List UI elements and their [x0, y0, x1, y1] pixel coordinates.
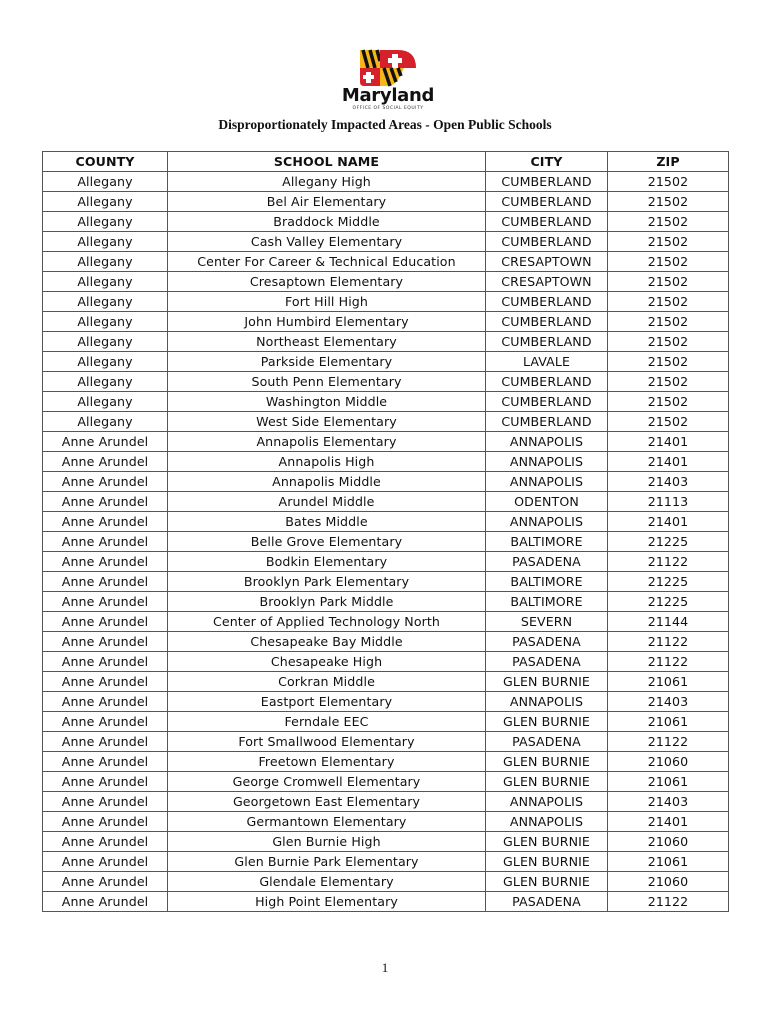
table-row [43, 712, 729, 732]
zip-cell: 21061 [608, 852, 729, 872]
school-name-cell: Fort Smallwood Elementary [168, 732, 486, 752]
table-row [43, 792, 729, 812]
county-cell: Anne Arundel [43, 492, 168, 512]
table-row [43, 172, 729, 192]
table-row [43, 672, 729, 692]
county-cell: Anne Arundel [43, 432, 168, 452]
city-cell: PASADENA [486, 732, 608, 752]
city-cell: CUMBERLAND [486, 372, 608, 392]
county-cell: Anne Arundel [43, 652, 168, 672]
school-name-cell: Freetown Elementary [168, 752, 486, 772]
city-cell: ANNAPOLIS [486, 512, 608, 532]
school-name-cell: Cresaptown Elementary [168, 272, 486, 292]
city-cell: ANNAPOLIS [486, 792, 608, 812]
zip-cell: 21403 [608, 472, 729, 492]
city-cell: PASADENA [486, 652, 608, 672]
table-row [43, 632, 729, 652]
county-cell: Allegany [43, 272, 168, 292]
table-row [43, 472, 729, 492]
county-cell: Anne Arundel [43, 632, 168, 652]
maryland-flag-logo-icon [338, 46, 438, 88]
school-name-cell: Glendale Elementary [168, 872, 486, 892]
school-name-cell: Georgetown East Elementary [168, 792, 486, 812]
zip-cell: 21502 [608, 212, 729, 232]
zip-cell: 21060 [608, 832, 729, 852]
city-cell: GLEN BURNIE [486, 752, 608, 772]
table-row [43, 592, 729, 612]
county-cell: Anne Arundel [43, 872, 168, 892]
county-cell: Anne Arundel [43, 512, 168, 532]
school-name-cell: Ferndale EEC [168, 712, 486, 732]
county-cell: Allegany [43, 232, 168, 252]
zip-cell: 21401 [608, 812, 729, 832]
county-cell: Allegany [43, 172, 168, 192]
school-name-cell: John Humbird Elementary [168, 312, 486, 332]
county-cell: Allegany [43, 252, 168, 272]
zip-cell: 21061 [608, 772, 729, 792]
city-cell: ANNAPOLIS [486, 812, 608, 832]
city-cell: PASADENA [486, 632, 608, 652]
school-name-cell: Glen Burnie High [168, 832, 486, 852]
column-header-zip: ZIP [608, 152, 729, 172]
column-header-city: CITY [486, 152, 608, 172]
zip-cell: 21502 [608, 232, 729, 252]
school-name-cell: Belle Grove Elementary [168, 532, 486, 552]
table-row [43, 272, 729, 292]
county-cell: Anne Arundel [43, 832, 168, 852]
city-cell: LAVALE [486, 352, 608, 372]
school-name-cell: Cash Valley Elementary [168, 232, 486, 252]
city-cell: GLEN BURNIE [486, 852, 608, 872]
school-name-cell: Annapolis High [168, 452, 486, 472]
city-cell: CUMBERLAND [486, 392, 608, 412]
table-row [43, 812, 729, 832]
zip-cell: 21502 [608, 252, 729, 272]
school-name-cell: Annapolis Middle [168, 472, 486, 492]
table-row [43, 192, 729, 212]
zip-cell: 21225 [608, 592, 729, 612]
zip-cell: 21401 [608, 512, 729, 532]
zip-cell: 21502 [608, 332, 729, 352]
school-name-cell: Bates Middle [168, 512, 486, 532]
school-name-cell: Washington Middle [168, 392, 486, 412]
county-cell: Anne Arundel [43, 792, 168, 812]
zip-cell: 21403 [608, 792, 729, 812]
city-cell: CUMBERLAND [486, 312, 608, 332]
school-name-cell: Parkside Elementary [168, 352, 486, 372]
zip-cell: 21113 [608, 492, 729, 512]
school-name-cell: Braddock Middle [168, 212, 486, 232]
city-cell: GLEN BURNIE [486, 872, 608, 892]
city-cell: CUMBERLAND [486, 192, 608, 212]
city-cell: CUMBERLAND [486, 232, 608, 252]
county-cell: Allegany [43, 292, 168, 312]
county-cell: Anne Arundel [43, 852, 168, 872]
school-name-cell: Center of Applied Technology North [168, 612, 486, 632]
county-cell: Anne Arundel [43, 712, 168, 732]
zip-cell: 21401 [608, 432, 729, 452]
table-row [43, 892, 729, 912]
city-cell: CUMBERLAND [486, 292, 608, 312]
maryland-logo [338, 46, 438, 118]
county-cell: Anne Arundel [43, 592, 168, 612]
table-row [43, 212, 729, 232]
zip-cell: 21122 [608, 652, 729, 672]
table-row [43, 692, 729, 712]
school-name-cell: Fort Hill High [168, 292, 486, 312]
table-row [43, 612, 729, 632]
table-row [43, 852, 729, 872]
table-row [43, 232, 729, 252]
table-row [43, 412, 729, 432]
school-name-cell: Chesapeake High [168, 652, 486, 672]
school-name-cell: South Penn Elementary [168, 372, 486, 392]
city-cell: ANNAPOLIS [486, 452, 608, 472]
logo-wordmark: Maryland [341, 85, 435, 106]
county-cell: Anne Arundel [43, 732, 168, 752]
city-cell: CUMBERLAND [486, 172, 608, 192]
table-row [43, 552, 729, 572]
table-row [43, 372, 729, 392]
zip-cell: 21122 [608, 552, 729, 572]
table-row [43, 252, 729, 272]
county-cell: Allegany [43, 372, 168, 392]
city-cell: CRESAPTOWN [486, 272, 608, 292]
table-header-row [43, 152, 729, 172]
table-row [43, 432, 729, 452]
table-row [43, 772, 729, 792]
table-row [43, 452, 729, 472]
county-cell: Allegany [43, 312, 168, 332]
school-name-cell: Brooklyn Park Elementary [168, 572, 486, 592]
city-cell: ANNAPOLIS [486, 432, 608, 452]
table-row [43, 752, 729, 772]
school-name-cell: Annapolis Elementary [168, 432, 486, 452]
table-row [43, 352, 729, 372]
zip-cell: 21502 [608, 372, 729, 392]
school-name-cell: Northeast Elementary [168, 332, 486, 352]
page-number: 1 [381, 960, 389, 975]
zip-cell: 21502 [608, 312, 729, 332]
zip-cell: 21061 [608, 672, 729, 692]
county-cell: Anne Arundel [43, 532, 168, 552]
zip-cell: 21060 [608, 872, 729, 892]
zip-cell: 21403 [608, 692, 729, 712]
county-cell: Allegany [43, 332, 168, 352]
city-cell: GLEN BURNIE [486, 772, 608, 792]
zip-cell: 21502 [608, 192, 729, 212]
county-cell: Anne Arundel [43, 572, 168, 592]
city-cell: CUMBERLAND [486, 332, 608, 352]
school-name-cell: West Side Elementary [168, 412, 486, 432]
school-name-cell: Bodkin Elementary [168, 552, 486, 572]
school-name-cell: Allegany High [168, 172, 486, 192]
city-cell: CRESAPTOWN [486, 252, 608, 272]
school-name-cell: Brooklyn Park Middle [168, 592, 486, 612]
zip-cell: 21122 [608, 632, 729, 652]
school-name-cell: Germantown Elementary [168, 812, 486, 832]
zip-cell: 21502 [608, 412, 729, 432]
zip-cell: 21060 [608, 752, 729, 772]
table-row [43, 312, 729, 332]
city-cell: ANNAPOLIS [486, 692, 608, 712]
county-cell: Anne Arundel [43, 552, 168, 572]
zip-cell: 21225 [608, 532, 729, 552]
zip-cell: 21401 [608, 452, 729, 472]
county-cell: Allegany [43, 212, 168, 232]
city-cell: BALTIMORE [486, 532, 608, 552]
table-row [43, 872, 729, 892]
table-row [43, 512, 729, 532]
zip-cell: 21061 [608, 712, 729, 732]
document-title: Disproportionately Impacted Areas - Open Public Schools [218, 117, 552, 132]
zip-cell: 21502 [608, 392, 729, 412]
county-cell: Anne Arundel [43, 692, 168, 712]
table-row [43, 532, 729, 552]
school-name-cell: Eastport Elementary [168, 692, 486, 712]
table-body [43, 172, 729, 912]
county-cell: Allegany [43, 352, 168, 372]
school-name-cell: Arundel Middle [168, 492, 486, 512]
school-name-cell: Chesapeake Bay Middle [168, 632, 486, 652]
zip-cell: 21122 [608, 732, 729, 752]
city-cell: BALTIMORE [486, 592, 608, 612]
zip-cell: 21225 [608, 572, 729, 592]
zip-cell: 21502 [608, 292, 729, 312]
city-cell: GLEN BURNIE [486, 672, 608, 692]
zip-cell: 21502 [608, 352, 729, 372]
zip-cell: 21144 [608, 612, 729, 632]
table-row [43, 292, 729, 312]
school-name-cell: George Cromwell Elementary [168, 772, 486, 792]
zip-cell: 21122 [608, 892, 729, 912]
school-name-cell: Bel Air Elementary [168, 192, 486, 212]
county-cell: Allegany [43, 192, 168, 212]
city-cell: ANNAPOLIS [486, 472, 608, 492]
city-cell: SEVERN [486, 612, 608, 632]
school-name-cell: Center For Career & Technical Education [168, 252, 486, 272]
table-row [43, 572, 729, 592]
schools-table [42, 151, 729, 912]
county-cell: Anne Arundel [43, 672, 168, 692]
city-cell: BALTIMORE [486, 572, 608, 592]
county-cell: Allegany [43, 412, 168, 432]
city-cell: CUMBERLAND [486, 412, 608, 432]
county-cell: Anne Arundel [43, 472, 168, 492]
county-cell: Anne Arundel [43, 812, 168, 832]
table-row [43, 492, 729, 512]
zip-cell: 21502 [608, 172, 729, 192]
table-row [43, 392, 729, 412]
city-cell: GLEN BURNIE [486, 712, 608, 732]
logo-subtitle: OFFICE OF SOCIAL EQUITY [352, 106, 424, 111]
county-cell: Anne Arundel [43, 892, 168, 912]
table-row [43, 652, 729, 672]
table-row [43, 832, 729, 852]
city-cell: PASADENA [486, 892, 608, 912]
county-cell: Anne Arundel [43, 452, 168, 472]
table-row [43, 732, 729, 752]
county-cell: Anne Arundel [43, 752, 168, 772]
school-name-cell: High Point Elementary [168, 892, 486, 912]
county-cell: Anne Arundel [43, 612, 168, 632]
zip-cell: 21502 [608, 272, 729, 292]
city-cell: GLEN BURNIE [486, 832, 608, 852]
column-header-county: COUNTY [43, 152, 168, 172]
city-cell: CUMBERLAND [486, 212, 608, 232]
school-name-cell: Corkran Middle [168, 672, 486, 692]
county-cell: Allegany [43, 392, 168, 412]
city-cell: ODENTON [486, 492, 608, 512]
column-header-school-name: SCHOOL NAME [168, 152, 486, 172]
city-cell: PASADENA [486, 552, 608, 572]
county-cell: Anne Arundel [43, 772, 168, 792]
school-name-cell: Glen Burnie Park Elementary [168, 852, 486, 872]
table-row [43, 332, 729, 352]
